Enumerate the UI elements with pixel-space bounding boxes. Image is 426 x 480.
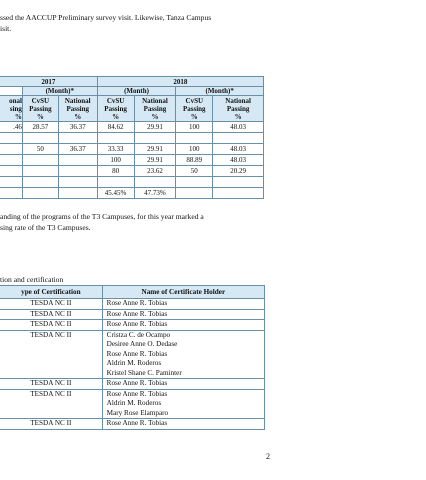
holder-name: Rose Anne R. Tobias — [106, 349, 168, 358]
table-row — [0, 166, 264, 177]
table-cell — [0, 133, 22, 144]
table-cell: 23.62 — [134, 166, 176, 177]
table-row — [0, 320, 265, 331]
table-cell — [58, 133, 97, 144]
year-header-2017: 2017 — [0, 77, 97, 87]
table-cell — [0, 155, 22, 166]
month-header: (Month) — [97, 87, 176, 96]
cert-type-cell: TESDA NC II — [0, 419, 102, 430]
table-cell — [97, 133, 134, 144]
month-header: (Month)* — [176, 87, 264, 96]
table-cell — [22, 188, 58, 199]
table-row — [0, 309, 265, 320]
col-header-cvsu: CvSU Passing % — [97, 96, 134, 122]
table-cell: 29.91 — [134, 155, 176, 166]
table-row — [0, 419, 265, 430]
cert-holder-cell — [102, 309, 264, 320]
cert-type-header: ype of Certification — [0, 286, 102, 299]
holder-name: Aldrin M. Roderos — [106, 359, 162, 367]
table-cell — [22, 177, 58, 188]
holder-name: Kristel Shane C. Paminter — [106, 368, 182, 377]
holder-name: Desiree Anne O. Dedase — [106, 340, 178, 348]
cert-holder-cell — [102, 299, 264, 310]
cert-holder-header: Name of Certificate Holder — [102, 286, 264, 299]
table-cell — [0, 144, 22, 155]
intro-line-2: isit. — [0, 24, 12, 33]
table-cell: 29.91 — [134, 122, 176, 133]
table-cell: 47.73% — [134, 188, 176, 199]
cert-type-cell: TESDA NC II — [0, 389, 102, 419]
table-cell — [0, 188, 22, 199]
holder-name: Aldrin M. Roderos — [106, 399, 162, 407]
table-cell: 48.03 — [213, 122, 264, 133]
table-row — [0, 299, 265, 310]
cert-type-cell: TESDA NC II — [0, 379, 102, 390]
table-cell — [22, 166, 58, 177]
table-cell: 50 — [176, 166, 213, 177]
table-cell — [22, 133, 58, 144]
table-cell: 48.03 — [213, 144, 264, 155]
col-header-national: National Passing % — [58, 96, 97, 122]
table-cell — [0, 166, 22, 177]
holder-name: Mary Rose Elamparo — [106, 408, 169, 417]
table-cell: 88.89 — [176, 155, 213, 166]
table-cell: 33.33 — [97, 144, 134, 155]
table-cell: 80 — [97, 166, 134, 177]
table-cell — [213, 188, 264, 199]
table-cell: 100 — [176, 122, 213, 133]
holder-name: Rose Anne R. Tobias — [106, 299, 168, 307]
blank-month-cell — [0, 87, 22, 96]
table-cell: 50 — [22, 144, 58, 155]
table-cell — [97, 177, 134, 188]
cert-type-cell: TESDA NC II — [0, 309, 102, 320]
table-cell — [58, 177, 97, 188]
table-cell — [213, 133, 264, 144]
col-header-national: onal sing % — [0, 96, 22, 122]
col-header-cvsu: CvSU Passing % — [176, 96, 213, 122]
col-header-national: National Passing % — [213, 96, 264, 122]
page-number: 2 — [266, 452, 270, 461]
table-cell: 36.37 — [58, 144, 97, 155]
cert-holder-cell — [102, 330, 264, 379]
intro-line-1: ssed the AACCUP Preliminary survey visit. Likewise, Tanza Campus — [0, 13, 212, 22]
year-header-2018: 2018 — [97, 77, 263, 87]
table-cell: 100 — [97, 155, 134, 166]
table-cell — [213, 177, 264, 188]
holder-name: Cristza C. de Ocampo — [106, 330, 171, 339]
certification-table — [0, 285, 265, 430]
table-row — [0, 144, 264, 155]
table-cell: 45.45% — [97, 188, 134, 199]
col-header-cvsu: CvSU Passing % — [22, 96, 58, 122]
holder-name: Rose Anne R. Tobias — [106, 379, 168, 387]
table-cell — [0, 177, 22, 188]
table-cell — [22, 155, 58, 166]
cert-type-cell: TESDA NC II — [0, 330, 102, 379]
holder-name: Rose Anne R. Tobias — [106, 389, 168, 398]
table-cell: 28.57 — [22, 122, 58, 133]
table-cell — [58, 188, 97, 199]
holder-name: Rose Anne R. Tobias — [106, 419, 168, 427]
table-row — [0, 389, 265, 419]
table-row — [0, 155, 264, 166]
table-cell: 36.37 — [58, 122, 97, 133]
table-cell — [176, 188, 213, 199]
table-cell: 29.91 — [134, 144, 176, 155]
table-row — [0, 122, 264, 133]
table-cell: .46 — [0, 122, 22, 133]
col-header-national: National Passing % — [134, 96, 176, 122]
table-row — [0, 133, 264, 144]
table-row — [0, 379, 265, 390]
table-cell: 100 — [176, 144, 213, 155]
table-cell — [134, 133, 176, 144]
cert-holder-cell — [102, 389, 264, 419]
passing-rate-table — [0, 76, 264, 199]
table-cell — [134, 177, 176, 188]
table-cell — [58, 155, 97, 166]
table-row — [0, 177, 264, 188]
table-cell — [58, 166, 97, 177]
cert-holder-cell — [102, 379, 264, 390]
holder-name: Rose Anne R. Tobias — [106, 309, 168, 318]
cert-caption: tion and certification — [0, 275, 64, 284]
cert-type-cell: TESDA NC II — [0, 299, 102, 310]
table-cell — [176, 177, 213, 188]
cert-holder-cell — [102, 320, 264, 331]
table-cell: 20.29 — [213, 166, 264, 177]
outro-line-2: sing rate of the T3 Campuses. — [0, 223, 91, 232]
table-cell: 48.03 — [213, 155, 264, 166]
table-cell: 84.62 — [97, 122, 134, 133]
holder-name: Rose Anne R. Tobias — [106, 320, 168, 328]
table-cell — [176, 133, 213, 144]
outro-line-1: anding of the programs of the T3 Campuses, for this year marked a — [0, 212, 204, 221]
cert-holder-cell — [102, 419, 264, 430]
table-row — [0, 188, 264, 199]
cert-type-cell: TESDA NC II — [0, 320, 102, 331]
month-header: (Month)* — [22, 87, 97, 96]
table-row — [0, 330, 265, 379]
